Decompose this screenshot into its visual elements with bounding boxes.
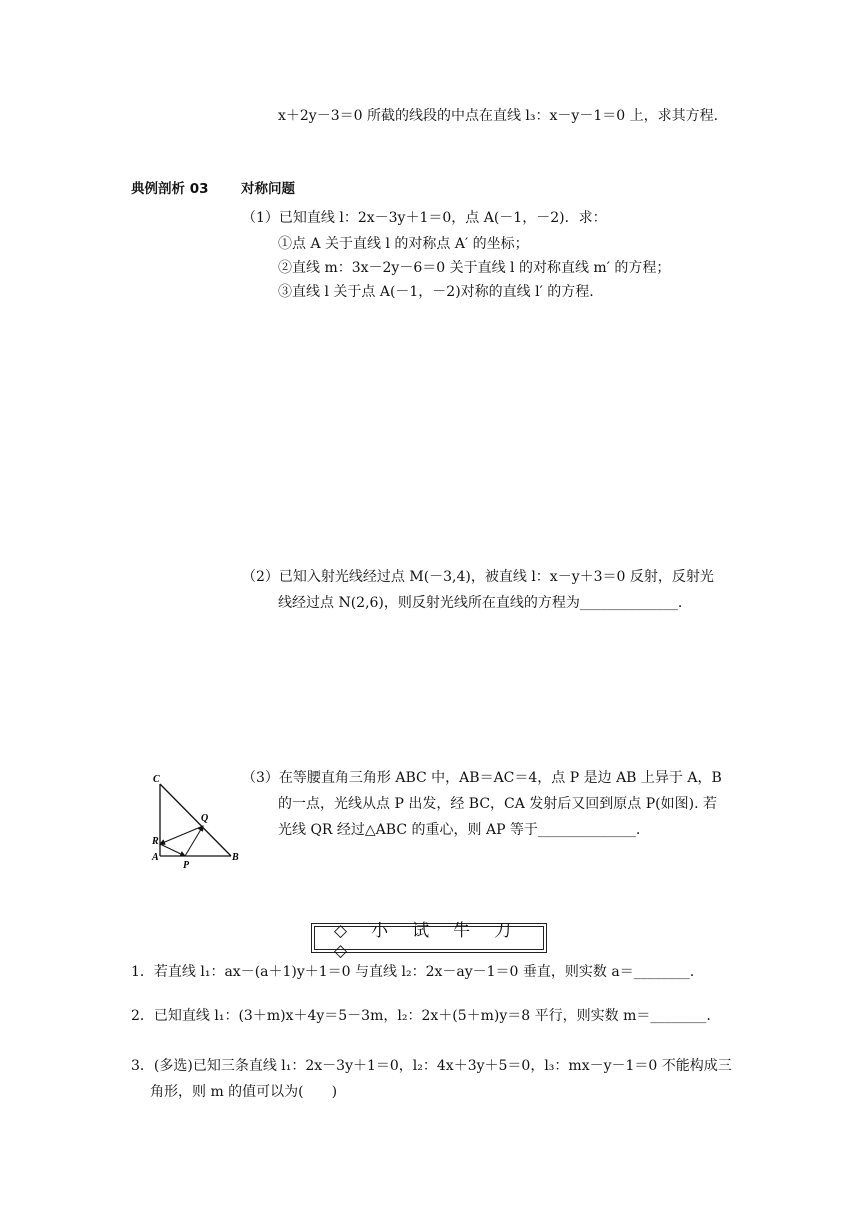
section-title: 对称问题 <box>241 181 295 197</box>
banner-text: ◇小试牛刀◇ <box>334 920 536 961</box>
problem2-line-2: 线经过点 N(2,6)，则反射光线所在直线的方程为______________. <box>278 595 683 611</box>
problem1-intro: （1）已知直线 l：2x－3y＋1＝0，点 A(－1，－2)．求： <box>242 210 607 226</box>
triangle-figure <box>143 764 253 874</box>
exercise-1: 1．若直线 l₁：ax－(a＋1)y＋1＝0 与直线 l₂：2x－ay－1＝0 垂直，则实数 a＝________. <box>131 964 695 980</box>
exercise-3-line-1: 3．(多选)已知三条直线 l₁：2x－3y＋1＝0，l₂：4x＋3y＋5＝0，l₃：mx－y－1＝0 不能构成三 <box>131 1058 732 1074</box>
label-c: C <box>153 774 160 785</box>
label-q: Q <box>201 813 209 824</box>
side-bc <box>160 784 231 856</box>
problem1-item-3: ③直线 l 关于点 A(－1，－2)对称的直线 l′ 的方程. <box>278 284 594 300</box>
problem3-line-3: 光线 QR 经过△ABC 的重心，则 AP 等于______________. <box>278 822 641 838</box>
exercise-2: 2．已知直线 l₁：(3＋m)x＋4y＝5－3m，l₂：2x＋(5＋m)y＝8 平行，则实数 m＝________. <box>131 1008 711 1024</box>
problem3-line-1: （3）在等腰直角三角形 ABC 中，AB＝AC＝4，点 P 是边 AB 上异于 A，B <box>242 770 722 786</box>
practice-banner <box>311 920 547 961</box>
label-a: A <box>152 852 159 863</box>
problem1-item-1: ①点 A 关于直线 l 的对称点 A′ 的坐标； <box>278 236 529 252</box>
problem1-item-2: ②直线 m：3x－2y－6＝0 关于直线 l 的对称直线 m′ 的方程； <box>278 260 671 276</box>
section-label: 典例剖析 03 <box>131 181 209 197</box>
label-p: P <box>183 860 190 871</box>
continued-problem-text: x＋2y－3＝0 所截的线段的中点在直线 l₃：x－y－1＝0 上，求其方程. <box>278 108 719 124</box>
problem2-line-1: （2）已知入射光线经过点 M(－3,4)，被直线 l：x－y＋3＝0 反射，反射光 <box>242 569 714 585</box>
label-b: B <box>232 852 239 863</box>
ray-p-to-q <box>185 826 203 856</box>
label-r: R <box>152 836 159 847</box>
problem3-line-2: 的一点，光线从点 P 出发，经 BC，CA 发射后又回到原点 P(如图). 若 <box>278 796 717 812</box>
ray-r-to-p <box>160 844 185 856</box>
ray-q-to-r <box>160 826 203 844</box>
exercise-3-line-2: 角形，则 m 的值可以为( ) <box>150 1084 338 1100</box>
